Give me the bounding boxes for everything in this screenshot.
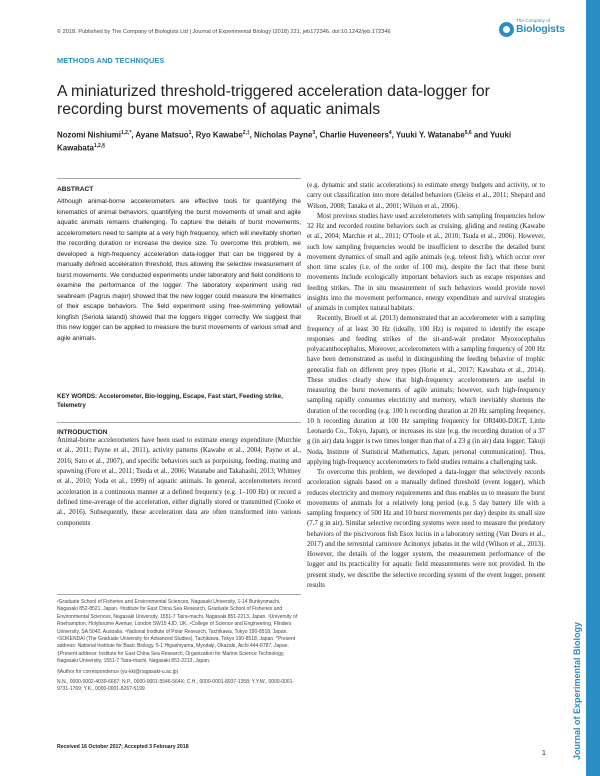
author-affiliation-mark: 1,2,* [121,130,132,136]
author-separator: , [131,130,136,140]
author-affiliation-mark: 1,2,§ [93,142,105,149]
paragraph: To overcome this problem, we developed a data-logger that selectively records acceleration signals based on a manually defined threshold (event logger), which reduces electricity and memory requirements and thus enables us to measure the burst movements of animals for a relatively long period (e.g. 5 day battery life with a sampling frequency of 500 Hz and 10 burst movements per day) despite its small size (7.7 g in air). Similar selective recording systems were used to measure the predatory behaviors of the piscivorous fish Esox lucius in a laboratory setting (Van Deurs et al., 2017) and the terrestrial carnivore Acinonyx jubatus in the wild (Wilson et al., 2013). However, the details of the logger system, the measurement performance of the logger and its practicality for aquatic field measurements were not provided. In the present study, we describe the selective recording system of the event logger, present results [307,469,545,589]
received-dates: Received 16 October 2017; Accepted 3 February 2018 [57,744,189,750]
introduction-text: Animal-borne accelerometers have been used to estimate energy expenditure (Murchie et al., 2011; Payne et al., 2011), activity patterns (Kawabe et al., 2004; Payne et al., 2016; Sato et al., 2007), and specific behaviors such as porpoising, feeding, mating and spawning (Fore et al., 2011; Tsuda et al., 2006; Watanabe and Takahashi, 2013; Whitney et al., 2010; Yoda et al., 1999) of aquatic animals. In general, accelerometers record acceleration in a continuous manner at a defined frequency (e.g. 1–100 Hz) or record a defined time-average of the acceleration, either digitally stored or transmitted (Cooke et al., 2016). Subsequently, these acceleration data are often transformed into various components [57,437,301,527]
keywords [57,392,301,410]
author-name: Ryo Kawabe [195,130,243,140]
article-title: A miniaturized threshold-triggered acceleration data-logger for recording burst movements of aquatic animals [57,83,490,118]
correspondence: §Author for correspondence (yu-kki@nagasaki-u.ac.jp) [57,668,179,675]
author-affiliation-mark: 2,‡ [242,130,250,136]
abstract-text: Although animal-borne accelerometers are effective tools for quantifying the kinematics of animal behaviors, quantifying the burst movements of small and agile aquatic animals remains challenging. To capture the details of burst movements, accelerometers need to sample at a very high frequency, which will inevitably shorten the recording duration or increase the device size. To overcome this problem, we developed a high-frequency acceleration data-logger that can be triggered by a manually defined acceleration threshold, thus allowing the selective measurement of burst movements. We conducted experiments under laboratory and field conditions to examine the performance of the logger. The laboratory experiment using red seabream (Pagrus major) showed that the new logger could measure the kinematics of their escape behaviors. The field experiment using free-swimming yellowtail kingfish (Seriola lalandi) showed that the loggers trigger correctly. We suggest that this new logger can be applied to measure the burst movements of various small and agile animals. [57,198,301,342]
author-name: Charlie Huveneers [319,130,389,140]
abstract-heading: ABSTRACT [57,186,94,193]
author-name: Yuuki Y. Watanabe [395,130,465,140]
author-affiliation-mark: 4 [388,130,392,136]
paragraph: (e.g. dynamic and static accelerations) to estimate energy budgets and activity, or to carry out classification into more detailed behaviors (Gleiss et al., 2011; Shepard and Wilson, 2008; Tanaka et al., 2001; Wilson et al., 2006). [307,182,545,210]
publisher-logo [496,18,565,42]
author-name: Nozomi Nishiumi [57,130,122,140]
author-list [57,128,547,153]
author-affiliation-mark: 3 [312,130,316,136]
abstract-box [57,178,301,418]
author-separator: , [315,130,320,140]
publisher-logo-big-text: Biologists [516,23,565,35]
author-separator: , [391,130,396,140]
journal-citation-line: © 2018. Published by The Company of Biologists Ltd | Journal of Experimental Biology (2018) 221, jeb172346. doi:10.1242/jeb.172346 [57,29,391,35]
section-tag: METHODS AND TECHNIQUES [57,56,165,65]
author-name: Yuuki Kawabata [57,130,512,153]
author-separator: , [249,130,255,140]
right-column-text [307,181,545,591]
author-separator: , [191,130,196,140]
author-affiliation-mark: 5,6 [464,130,472,136]
footnotes [57,594,301,694]
page-number: 1 [542,750,546,757]
keywords-text: Accelerometer, Bio-logging, Escape, Fast start, Feeding strike, Telemetry [57,393,283,409]
keywords-label: KEY WORDS: [57,393,98,400]
publisher-logo-icon-inner [503,26,510,33]
paragraph: Recently, Broell et al. (2013) demonstrated that an accelerometer with a sampling frequency of at least 30 Hz (ideally, 100 Hz) is required to identify the escape responses and feeding strikes of the sit-and-wait predator Myoxocephalus polyacanthocephalus. Moreover, accelerometers with a sampling frequency of 200 Hz have been demonstrated as useful in distinguishing the feeding behavior of trophic generalist fish on different prey types (Horie et al., 2017; Kawabata et al., 2014). These studies clearly show that high-frequency accelerometers are useful in measuring the burst movements of agile animals; however, such high-frequency sampling rapidly consumes electricity and memory, which inevitably shortens the duration of the recording (e.g. 100 h recording duration at 20 Hz sampling frequency, 10 h recording duration at 100 Hz sampling frequency for ORI400-D3GT, Little Leonardo Co., Tokyo, Japan), or increases its size [e.g. the recording duration of a 37 g (in air) data logger is two times longer than that of a 23 g (in air) data logger; Takuji Noda, Institute of Statistical Mathematics, Japan, personal communication]. Thus, applying high-frequency accelerometers to field studies remains a challenging task. [307,315,545,466]
author-name: Ayane Matsuo [135,130,189,140]
affiliations: ¹Graduate School of Fisheries and Environmental Sciences, Nagasaki University, 1-14 Bunkyomachi, Nagasaki 852-8521, Japan. ²Institute for East China Sea Research, Graduate School of Fisheries and Environmental Sciences, Nagasaki University, 1551-7 Taira-machi, Nagasaki 851-2213, Japan. ³University of Roehampton, Holybourne Avenue, London SW15 4JD, UK. ⁴College of Science and Engineering, Flinders University, SA 5042, Australia. ⁵National Institute of Polar Research, Tachikawa, Tokyo 190-8518, Japan. ⁶SOKENDAI (The Graduate University for Advanced Studies), Tachikawa, Tokyo 190-8518, Japan. *Present address: National Institute for Basic Biology, 5-1 Higashiyama, Myodaiji, Okazaki, Aichi 444-8787, Japan. ‡Present address: Institute for East China Sea Research, Organization for Marine Science Technology, Nagasaki University, 1551-7 Taira-machi, Nagasaki 851-2213, Japan. [57,599,298,665]
journal-vertical-name: Journal of Experimental Biology [572,621,582,760]
publisher-logo-small-text: The Company of [516,18,550,23]
journal-sidebar [586,0,600,776]
orcid-ids: N.N., 0000-0002-4030-6667; N.P., 0000-0001-5546-564X; C.H., 0000-0001-8937-1358; Y.Y.W., 0000-0001-9731-1769; Y.K., 0000-0001-8267-5199 [57,679,295,693]
introduction-heading: INTRODUCTION [57,422,301,436]
author-separator: and [471,130,490,140]
author-name: Nicholas Payne [254,130,313,140]
author-affiliation-mark: 1 [188,130,192,136]
paragraph: Most previous studies have used accelerometers with sampling frequencies below 32 Hz and recorded routine behaviors such as cruising, gliding and resting (Kawabe et al., 2004; Marchie et al., 2011; O'Toole et al., 2010; Tsuda et al., 2006). However, such low sampling frequencies would be insufficient to describe the detailed burst movement dynamics of small and agile animals (e.g. teleost fish), which occur over short time scales (i.e. of the order of 100 ms), despite the fact that these burst movements include ecologically important behaviors such as escape responses and feeding strikes. The in situ measurement of such behaviors would provide novel insights into the movement performance, energy expenditure and survival strategies of animals in complex natural habitats. [307,212,545,312]
